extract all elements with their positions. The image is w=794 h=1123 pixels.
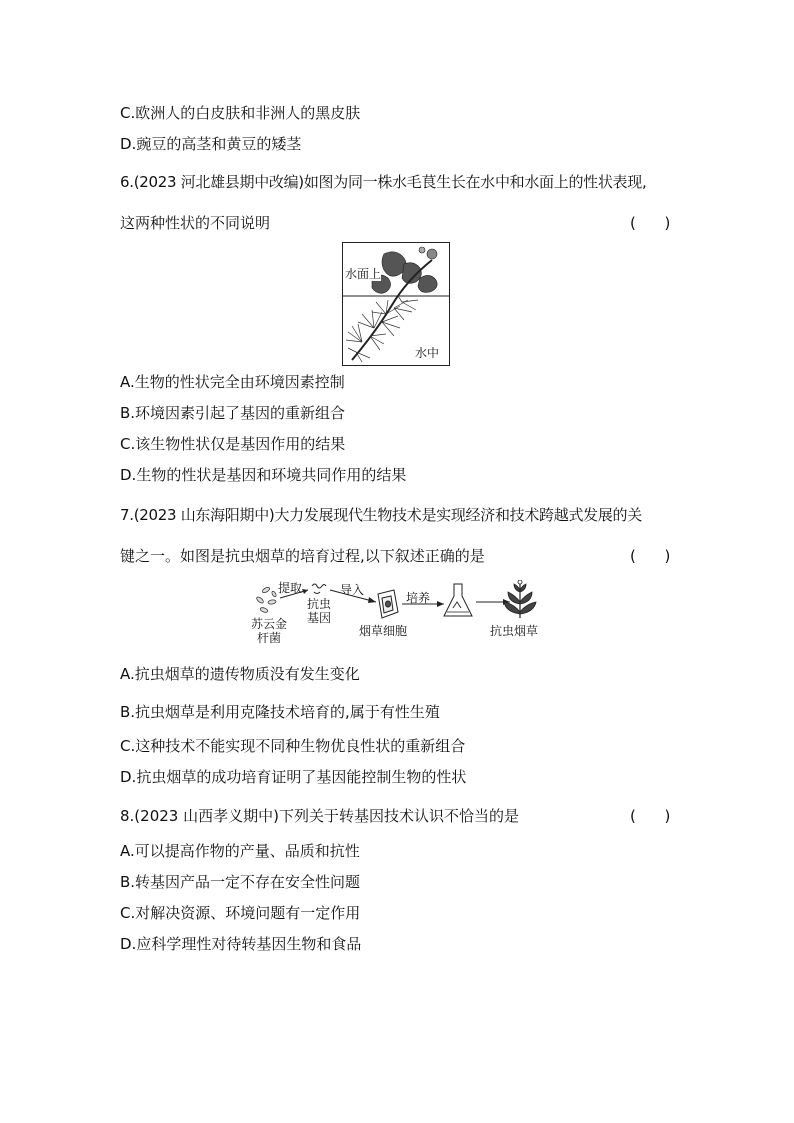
figure-label-underwater: 水中 <box>415 346 440 360</box>
gene-label-line1: 抗虫 <box>307 597 332 611</box>
q7-stem-line1: 7.(2023 山东海阳期中)大力发展现代生物技术是实现经济和技术跨越式发展的关 <box>120 506 642 524</box>
step-label-import: 导入 <box>340 583 365 597</box>
result-label: 抗虫烟草 <box>490 624 539 638</box>
gene-label-line2: 基因 <box>307 611 332 625</box>
q8-option-d: D.应科学理性对待转基因生物和食品 <box>120 935 362 953</box>
tobacco-plant-icon <box>504 580 536 618</box>
q8-option-a: A.可以提高作物的产量、品质和抗性 <box>120 842 360 860</box>
q6-figure <box>342 242 450 366</box>
q7-stem-line2: 键之一。如图是抗虫烟草的培育过程,以下叙述正确的是 <box>120 547 485 565</box>
q6-option-c: C.该生物性状仅是基因作用的结果 <box>120 435 346 453</box>
step-label-extract: 提取 <box>278 581 303 595</box>
step-label-culture: 培养 <box>406 591 431 605</box>
culture-flask-icon <box>444 584 472 616</box>
q7-option-d: D.抗虫烟草的成功培育证明了基因能控制生物的性状 <box>120 768 467 786</box>
q6-stem-line2: 这两种性状的不同说明 <box>120 214 271 232</box>
q7-option-c: C.这种技术不能实现不同种生物优良性状的重新组合 <box>120 737 466 755</box>
q7-option-a: A.抗虫烟草的遗传物质没有发生变化 <box>120 665 360 683</box>
cell-label: 烟草细胞 <box>359 624 408 638</box>
q6-option-b: B.环境因素引起了基因的重新组合 <box>120 404 346 422</box>
q6-option-d: D.生物的性状是基因和环境共同作用的结果 <box>120 466 407 484</box>
tobacco-cell-icon <box>378 590 398 618</box>
q6-option-a: A.生物的性状完全由环境因素控制 <box>120 373 345 391</box>
q7-option-b: B.抗虫烟草是利用克隆技术培育的,属于有性生殖 <box>120 703 440 721</box>
q8-answer-blank: ( ) <box>630 807 671 825</box>
bacteria-label-line2: 杆菌 <box>257 631 282 645</box>
bacteria-icon <box>256 586 277 613</box>
q6-stem-line1: 6.(2023 河北雄县期中改编)如图为同一株水毛茛生长在水中和水面上的性状表现, <box>120 173 647 191</box>
q5-option-d: D.豌豆的高茎和黄豆的矮茎 <box>120 135 302 153</box>
q8-stem: 8.(2023 山西孝义期中)下列关于转基因技术认识不恰当的是 <box>120 807 519 825</box>
figure-label-above-water: 水面上 <box>345 267 382 281</box>
q6-answer-blank: ( ) <box>630 214 671 232</box>
gene-icon <box>312 584 326 594</box>
q8-option-c: C.对解决资源、环境问题有一定作用 <box>120 904 361 922</box>
q8-option-b: B.转基因产品一定不存在安全性问题 <box>120 873 361 891</box>
q7-answer-blank: ( ) <box>630 547 671 565</box>
bacteria-label-line1: 苏云金 <box>251 617 288 631</box>
q5-option-c: C.欧洲人的白皮肤和非洲人的黑皮肤 <box>120 104 361 122</box>
q7-figure <box>248 580 548 645</box>
